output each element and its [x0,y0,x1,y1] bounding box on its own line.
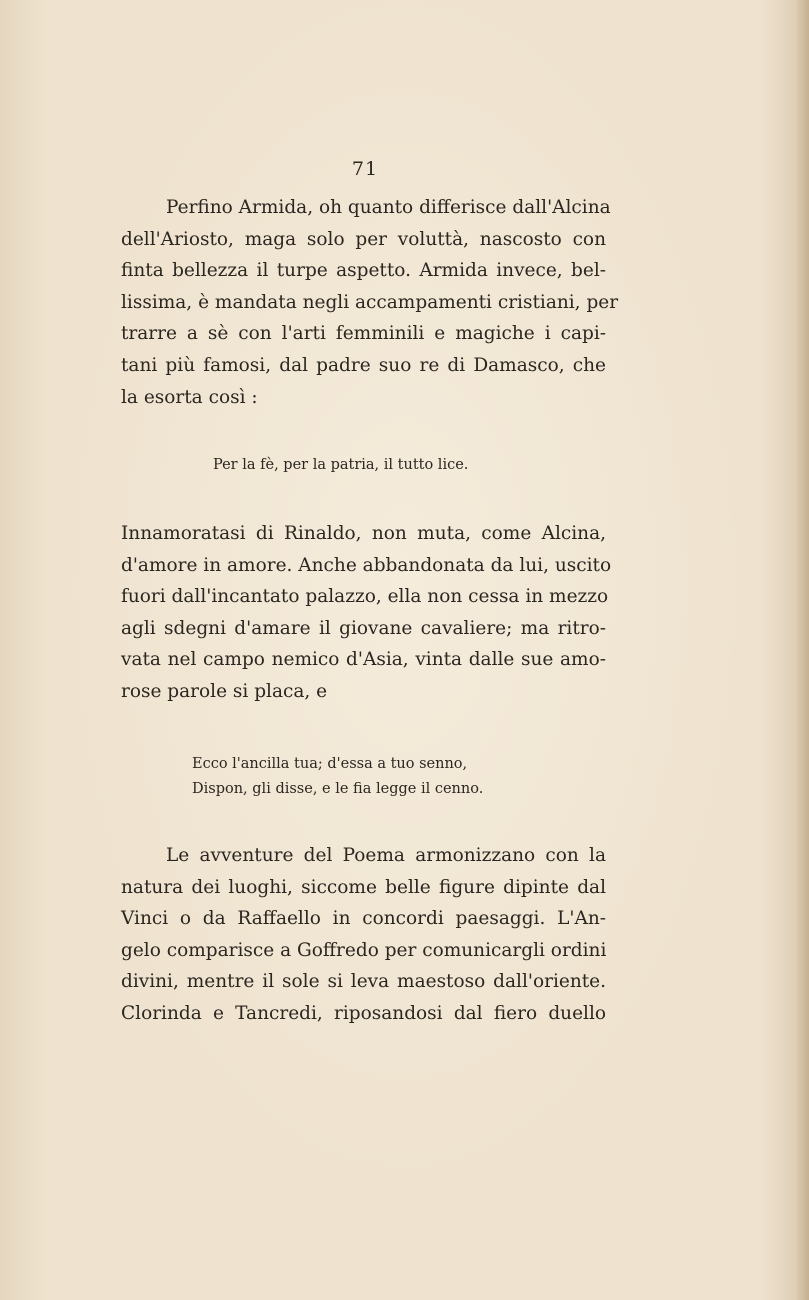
text-line: Clorinda e Tancredi, riposandosi dal fiero duello [121,1002,606,1024]
verse-line: Per la fè, per la patria, il tutto lice. [213,457,469,473]
text-line: fuori dall'incantato palazzo, ella non cessa in mezzo [121,586,609,608]
text-line: lissima, è mandata negli accampamenti cristiani, per [121,291,619,313]
text-line: finta bellezza il turpe aspetto. Armida invece, bel- [121,260,606,282]
page-edge-shading [795,0,809,1300]
text-line: Innamoratasi di Rinaldo, non muta, come Alcina, [121,523,606,544]
text-line: Vinci o da Raffaello in concordi paesaggi. L'An- [121,908,606,930]
text-line: Perfino Armida, oh quanto differisce dall'Alcina [166,197,611,218]
text-line: Le avventure del Poema armonizzano con la [166,845,606,866]
paragraph-2 [121,518,612,708]
text-line: vata nel campo nemico d'Asia, vinta dalle sue amo- [121,649,606,671]
verse-quote-2 [192,752,483,802]
text-line: divini, mentre il sole si leva maestoso dall'oriente. [121,971,606,993]
verse-line: Dispon, gli disse, e le fia legge il cenno. [192,781,484,797]
paragraph-3 [121,840,606,1030]
text-line: tani più famosi, dal padre suo re di Damasco, che [121,354,606,376]
text-line: dell'Ariosto, maga solo per voluttà, nascosto con [121,228,606,250]
page-number: 71 [351,158,379,180]
verse-line: Ecco l'ancilla tua; d'essa a tuo senno, [192,756,468,772]
text-line: natura dei luoghi, siccome belle figure dipinte dal [121,876,606,898]
text-line: la esorta così : [121,386,258,408]
text-line: gelo comparisce a Goffredo per comunicargli ordini [121,939,607,961]
verse-quote-1 [213,453,468,478]
text-line: d'amore in amore. Anche abbandonata da lui, uscito [121,554,612,576]
text-line: agli sdegni d'amare il giovane cavaliere; ma ritro- [121,617,606,639]
text-line: trarre a sè con l'arti femminili e magiche i capi- [121,323,606,345]
paragraph-1 [121,192,619,413]
text-line: rose parole si placa, e [121,680,328,702]
